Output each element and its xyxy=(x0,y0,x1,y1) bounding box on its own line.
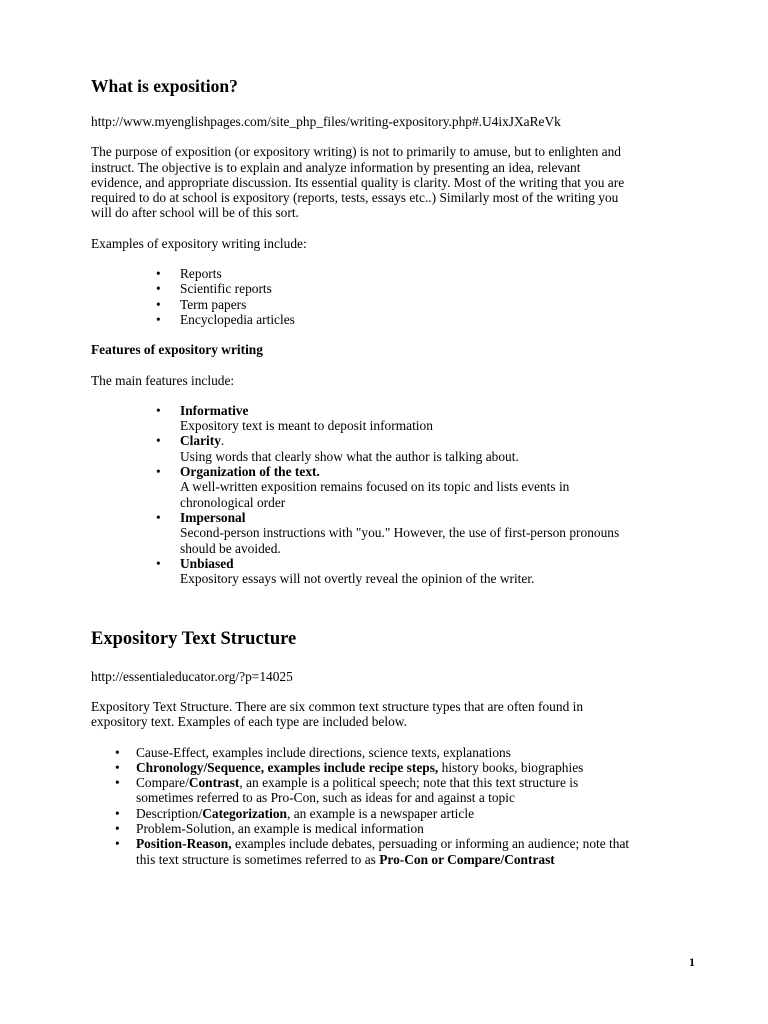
source-url-2[interactable]: http://essentialeducator.org/?p=14025 xyxy=(91,668,293,684)
document-page xyxy=(91,76,701,867)
heading-expository-text-structure: Expository Text Structure xyxy=(91,629,297,650)
list-item: • Encyclopedia articles xyxy=(91,312,701,327)
list-item: • Scientific reports xyxy=(91,281,701,296)
list-item: • Problem-Solution, an example is medical information xyxy=(91,821,701,836)
list-item: • Cause-Effect, examples include directions, science texts, explanations xyxy=(91,745,701,760)
feature-item: • Impersonal Second-person instructions with "you." However, the use of first-person pronouns should be avoided. xyxy=(91,510,701,556)
feature-item: • Organization of the text. A well-written exposition remains focused on its topic and lists events in chronological order xyxy=(91,464,701,510)
list-item: • Position-Reason, examples include debates, persuading or informing an audience; note that this text structure is sometimes referred to as Pro-Con or Compare/Contrast xyxy=(91,836,701,867)
features-heading: Features of expository writing xyxy=(91,342,263,358)
feature-item: • Clarity. Using words that clearly show what the author is talking about. xyxy=(91,433,701,464)
examples-list xyxy=(91,266,701,327)
exposition-paragraph: The purpose of exposition (or expository writing) is not to primarily to amuse, but to enlighten and instruct. The objective is to explain and analyze information by presenting an idea, relevant evidence, and appropriate discussion. Its essential quality is clarity. Most of the writing that you are required to do at school is expository (reports, tests, essays etc..) Similarly most of the writing you will do after school will be of this sort. xyxy=(91,144,625,221)
features-list xyxy=(91,403,701,587)
list-item: • Chronology/Sequence, examples include recipe steps, history books, biographies xyxy=(91,760,701,775)
list-item: • Term papers xyxy=(91,297,701,312)
structure-paragraph: Expository Text Structure. There are six common text structure types that are often found in expository text. Examples of each type are included below. xyxy=(91,698,584,730)
feature-item: • Unbiased Expository essays will not overtly reveal the opinion of the writer. xyxy=(91,556,701,587)
structure-list xyxy=(91,745,701,867)
list-item: • Reports xyxy=(91,266,701,281)
source-url-1[interactable]: http://www.myenglishpages.com/site_php_files/writing-expository.php#.U4ixJXaReVk xyxy=(91,114,561,129)
heading-what-is-exposition: What is exposition? xyxy=(91,76,238,96)
feature-item: • Informative Expository text is meant to deposit information xyxy=(91,403,701,434)
list-item: • Compare/Contrast, an example is a political speech; note that this text structure is sometimes referred to as Pro-Con, such as ideas for and against a topic xyxy=(91,775,701,806)
features-intro: The main features include: xyxy=(91,372,235,388)
examples-intro: Examples of expository writing include: xyxy=(91,235,307,251)
page-number: 1 xyxy=(689,955,695,969)
list-item: • Description/Categorization, an example is a newspaper article xyxy=(91,806,701,821)
